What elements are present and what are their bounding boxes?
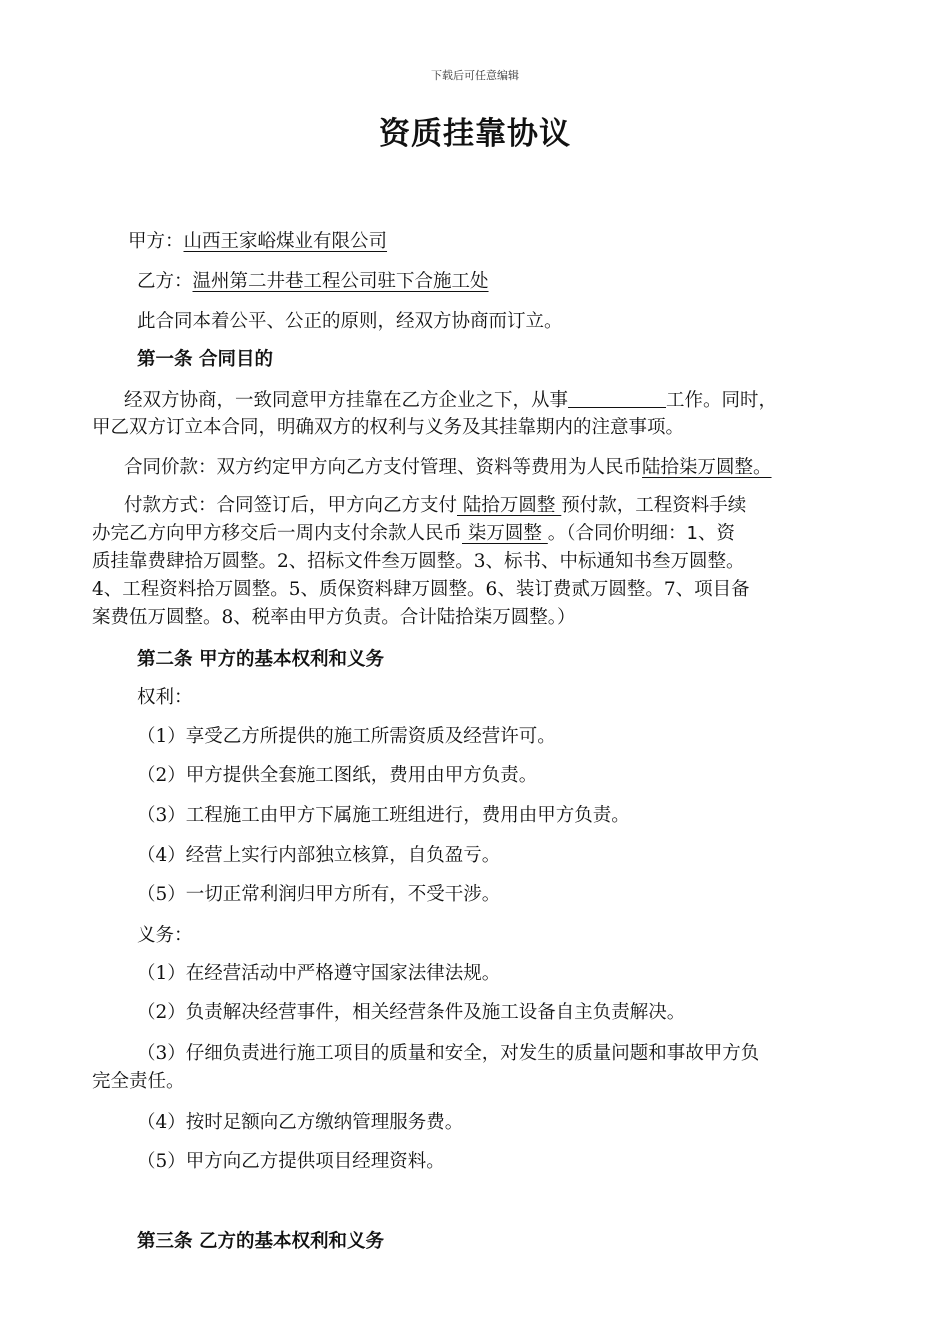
article3-heading: 第三条 乙方的基本权利和义务 <box>137 1231 384 1252</box>
item-text: 甲方向乙方提供项目经理资料。 <box>185 1151 445 1172</box>
price-text: 合同价款：双方约定甲方向乙方支付管理、资料等费用为人民币 <box>124 457 643 478</box>
purpose-text-b: 工作。同时， <box>666 390 778 411</box>
duties-item-3 <box>137 1041 759 1067</box>
payment2-text-d: 、资 <box>698 523 736 544</box>
work-blank <box>568 387 666 408</box>
rights-item-5 <box>137 882 500 908</box>
item-number: （4） <box>137 845 186 866</box>
item-text: 经营上实行内部独立核算，自负盈亏。 <box>185 845 501 866</box>
prepay-amount: 陆拾万圆整 <box>457 495 562 516</box>
intro-text: 此合同本着公平、公正的原则，经双方协商而订立。 <box>137 311 563 332</box>
item-text: 按时足额向乙方缴纳管理服务费。 <box>185 1112 464 1133</box>
duties-label: 义务： <box>137 925 193 946</box>
item-text: 甲方提供全套施工图纸，费用由甲方负责。 <box>185 765 538 786</box>
purpose-text-a: 经双方协商，一致同意甲方挂靠在乙方企业之下，从事 <box>124 390 569 411</box>
header-note: 下载后可任意编辑 <box>431 69 519 82</box>
party-b-name: 温州第二井巷工程公司驻下合施工处 <box>192 271 489 292</box>
item-text: 工程施工由甲方下属施工班组进行，费用由甲方负责。 <box>185 805 630 826</box>
item-number: （5） <box>137 884 186 905</box>
duties-item-3-cont: 完全责任。 <box>92 1071 185 1092</box>
party-a-label: 甲方： <box>128 231 184 252</box>
party-b-label: 乙方： <box>137 271 193 292</box>
item-number: （2） <box>137 1002 186 1023</box>
payment2-num: 1 <box>686 523 698 544</box>
item-number: （3） <box>137 805 186 826</box>
party-a-name: 山西王家峪煤业有限公司 <box>183 231 388 252</box>
item-text: 一切正常利润归甲方所有，不受干涉。 <box>185 884 501 905</box>
item-text: 在经营活动中严格遵守国家法律法规。 <box>185 963 501 984</box>
price-line <box>124 455 772 481</box>
document-title: 资质挂靠协议 <box>379 116 571 152</box>
item-text: 负责解决经营事件，相关经营条件及施工设备自主负责解决。 <box>185 1002 686 1023</box>
duties-item-5 <box>137 1149 445 1175</box>
article1-heading: 第一条 合同目的 <box>137 349 273 370</box>
balance-amount: 柒万圆整 <box>462 523 548 544</box>
item-number: （2） <box>137 765 186 786</box>
item-number: （1） <box>137 963 186 984</box>
rights-item-2 <box>137 763 537 789</box>
item-text: 享受乙方所提供的施工所需资质及经营许可。 <box>185 726 556 747</box>
duties-item-1 <box>137 961 500 987</box>
payment2-text-a: 办完乙方向甲方移交后一周内支付余款人民币 <box>92 523 463 544</box>
payment-line-5: 案费伍万圆整。8、税率由甲方负责。合计陆拾柒万圆整。） <box>92 607 576 628</box>
duties-item-4 <box>137 1110 463 1136</box>
item-text: 仔细负责进行施工项目的质量和安全，对发生的质量问题和事故甲方负 <box>185 1043 760 1064</box>
purpose-line-2: 甲乙双方订立本合同，明确双方的权利与义务及其挂靠期内的注意事项。 <box>92 417 685 438</box>
duties-item-2 <box>137 1000 685 1026</box>
item-number: （1） <box>137 726 186 747</box>
payment-text-b: 预付款，工程资料手续 <box>561 495 747 516</box>
party-a-line <box>128 229 387 255</box>
item-number: （5） <box>137 1151 186 1172</box>
rights-item-1 <box>137 724 556 750</box>
payment-line-4: 4、工程资料拾万圆整。5、质保资料肆万圆整。6、装订费贰万圆整。7、项目备 <box>92 579 750 600</box>
payment-line-1 <box>124 493 746 519</box>
rights-label: 权利： <box>137 687 193 708</box>
payment2-text-b: 。（合同价明细： <box>547 523 687 544</box>
payment-line-3: 质挂靠费肆拾万圆整。2、招标文件叁万圆整。3、标书、中标通知书叁万圆整。 <box>92 551 745 572</box>
party-b-line <box>137 269 489 295</box>
payment-text-a: 付款方式：合同签订后，甲方向乙方支付 <box>124 495 458 516</box>
item-number: （3） <box>137 1043 186 1064</box>
article2-heading: 第二条 甲方的基本权利和义务 <box>137 649 384 670</box>
payment-line-2 <box>92 521 735 547</box>
purpose-line-1 <box>124 387 777 414</box>
rights-item-3 <box>137 803 630 829</box>
price-amount: 陆拾柒万圆整。 <box>642 457 772 478</box>
item-number: （4） <box>137 1112 186 1133</box>
rights-item-4 <box>137 843 500 869</box>
